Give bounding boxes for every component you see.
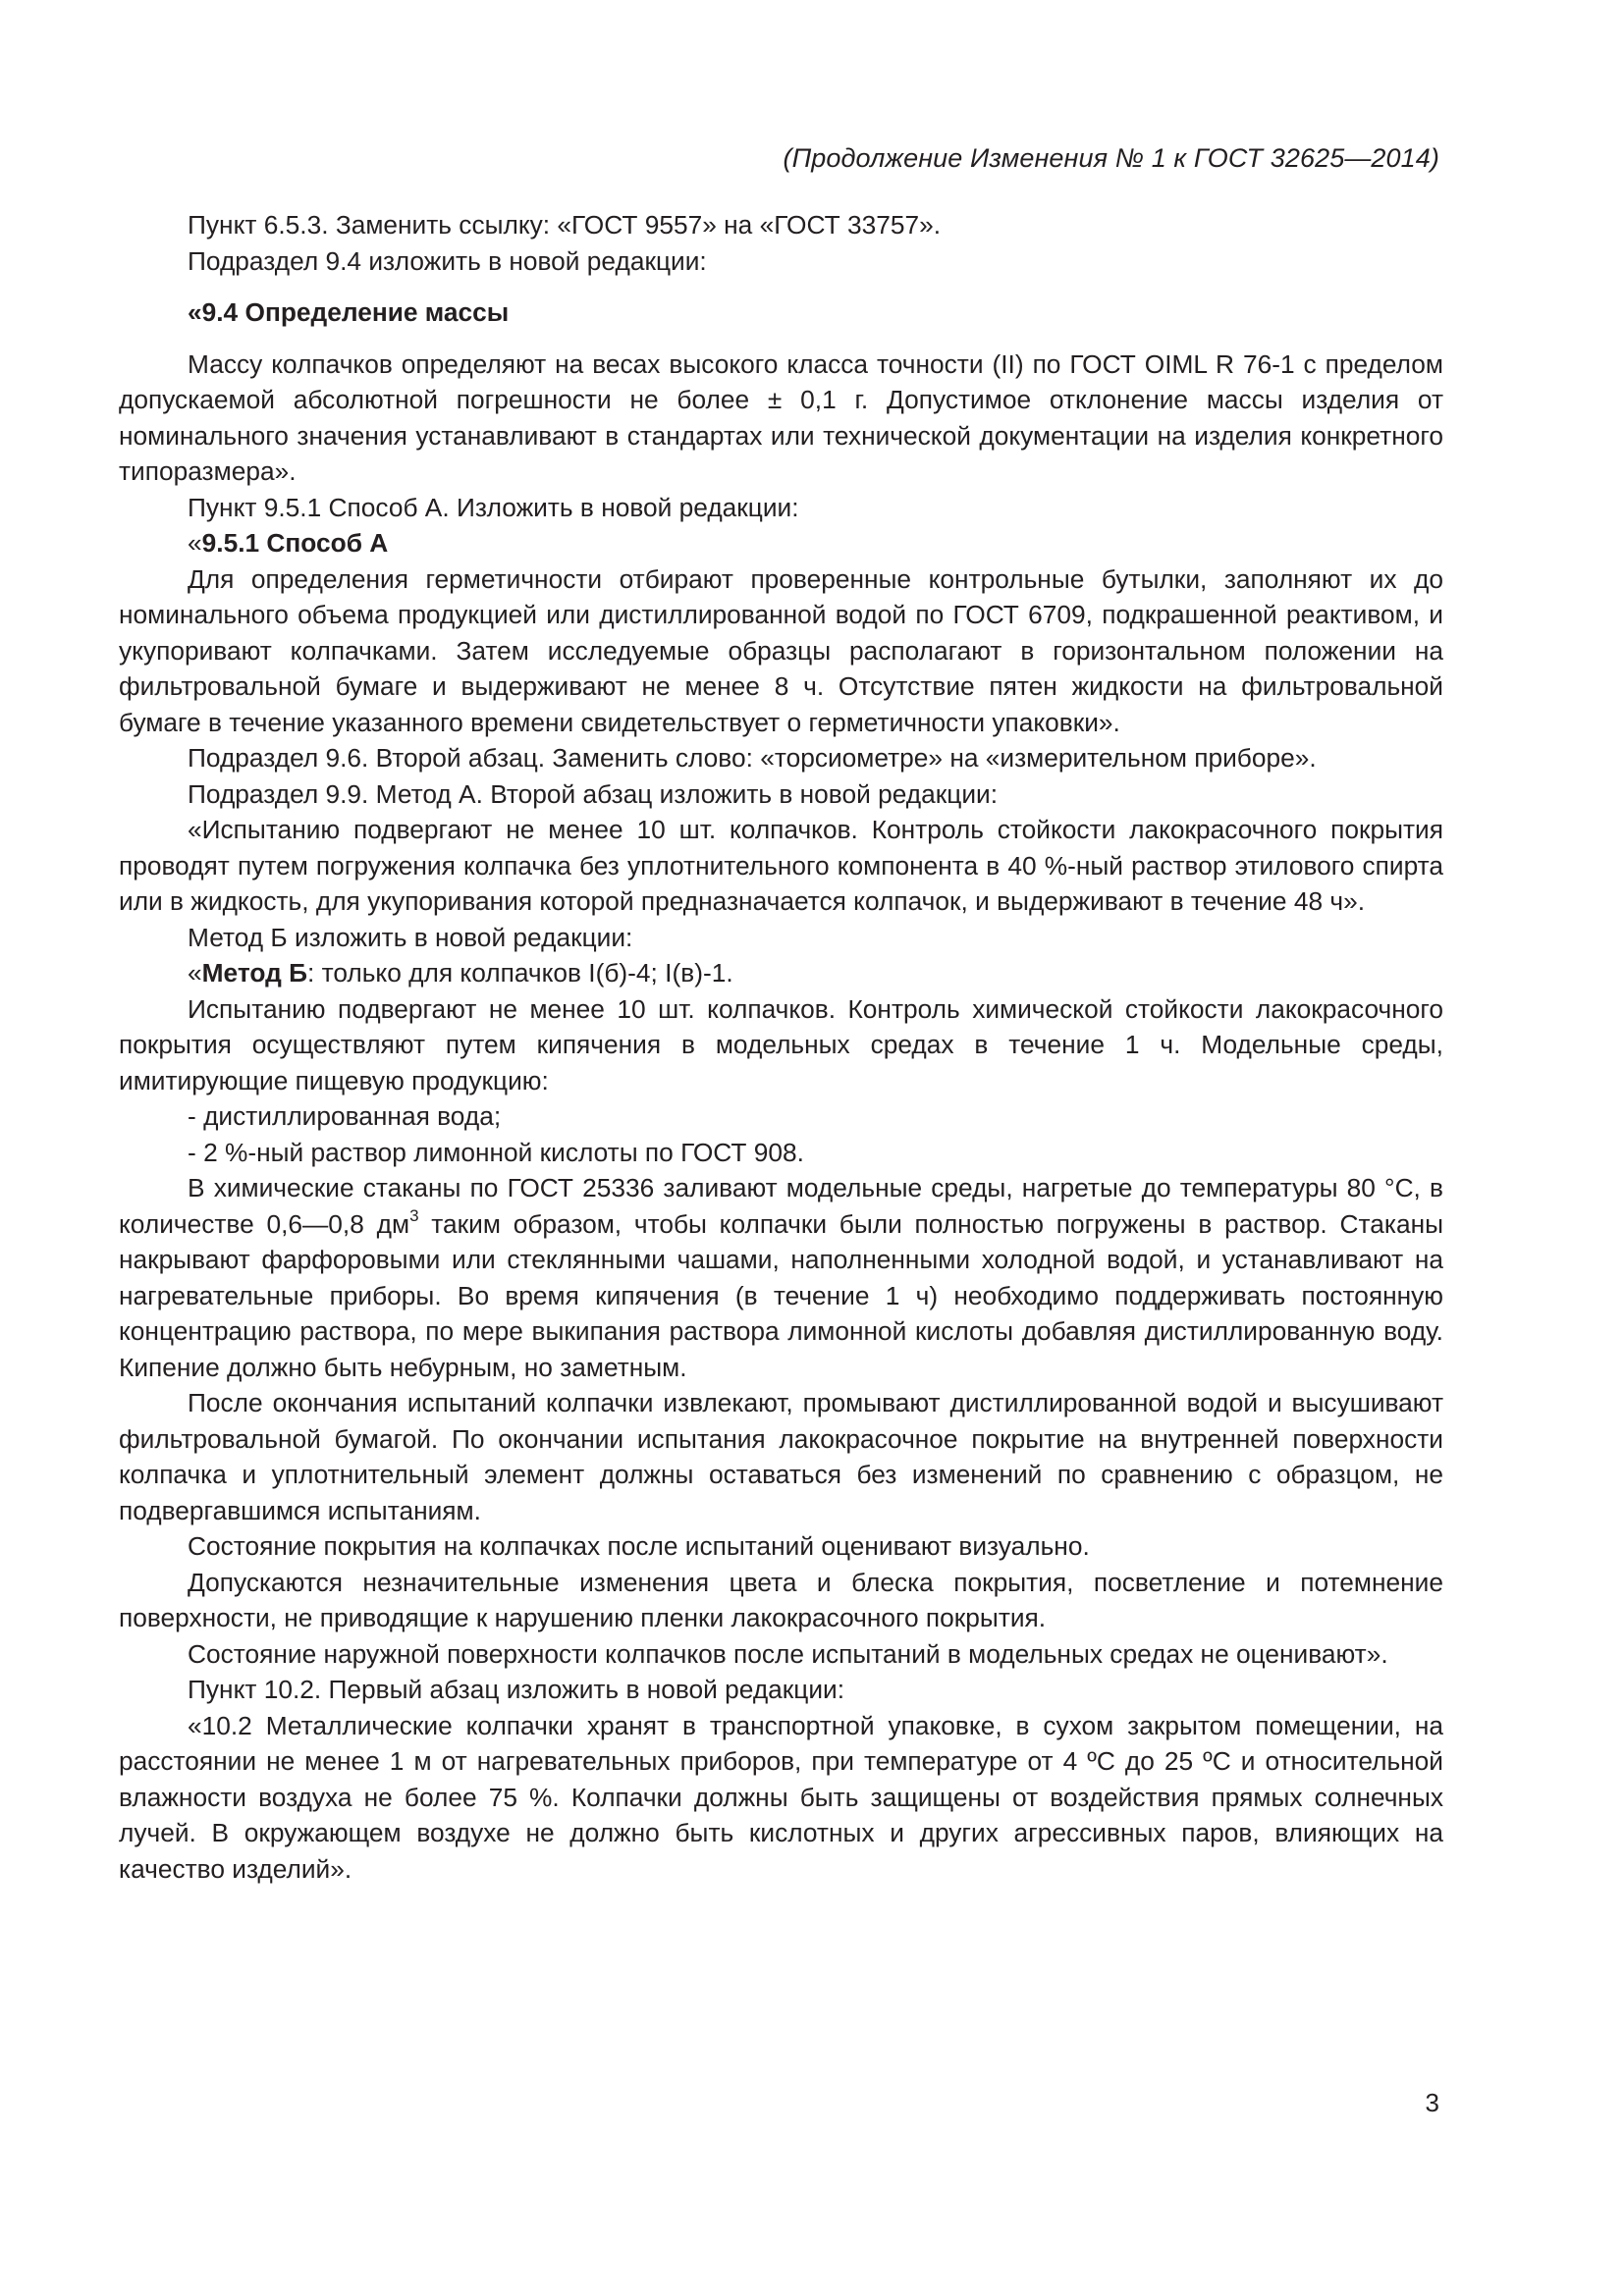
method-scope: : только для колпачков I(б)-4; I(в)-1. xyxy=(306,958,733,988)
method-title: Метод Б xyxy=(201,958,307,988)
superscript: 3 xyxy=(409,1205,419,1225)
paragraph: Пункт 6.5.3. Заменить ссылку: «ГОСТ 9557» на «ГОСТ 33757». xyxy=(188,210,942,240)
text-run: таким образом, чтобы колпачки были полностью погружены в раствор. Стаканы накрывают фарфоровыми или стеклянными чашами, наполненными холодной водой, и устанавливают на нагревательные приборы. Во время кипячения (в течение 1 ч) необходимо поддерживать постоянную концентрацию раствора, по мере выкипания раствора лимонной кислоты добавляя дистиллированную воду. Кипение должно быть небурным, но заметным. xyxy=(119,1208,1443,1382)
subsection-heading-9-5-1 xyxy=(119,525,1443,561)
quote-mark: « xyxy=(188,958,202,988)
quote-mark: « xyxy=(188,528,202,558)
page-number: 3 xyxy=(1425,2088,1439,2117)
section-heading-9-4: «9.4 Определение массы xyxy=(188,297,510,327)
paragraph: Пункт 10.2. Первый абзац изложить в новой редакции: xyxy=(188,1675,845,1704)
document-body xyxy=(119,207,1443,1887)
page-header: (Продолжение Изменения № 1 к ГОСТ 32625—2014) xyxy=(783,143,1439,173)
paragraph: Пункт 9.5.1 Способ А. Изложить в новой редакции: xyxy=(188,492,799,522)
paragraph: После окончания испытаний колпачки извлекают, промывают дистиллированной водой и высушивают фильтровальной бумагой. По окончании испытания лакокрасочное покрытие на внутренней поверхности колпачка и уплотнительный элемент должны оставаться без изменений по сравнению с образцом, не подвергавшимся испытаниям. xyxy=(119,1388,1443,1525)
list-item: - 2 %-ный раствор лимонной кислоты по ГОСТ 908. xyxy=(188,1137,804,1167)
paragraph: «Испытанию подвергают не менее 10 шт. колпачков. Контроль стойкости лакокрасочного покрытия проводят путем погружения колпачка без уплотнительного компонента в 40 %-ный раствор этилового спирта или в жидкость, для укупоривания которой предназначается колпачок, и выдерживают в течение 48 ч». xyxy=(119,815,1443,916)
paragraph: Состояние покрытия на колпачках после испытаний оценивают визуально. xyxy=(188,1531,1090,1561)
paragraph xyxy=(119,1170,1443,1385)
method-b-heading xyxy=(119,955,1443,991)
paragraph: Массу колпачков определяют на весах высокого класса точности (II) по ГОСТ OIML R 76-1 с пределом допускаемой абсолютной погрешности не более ± 0,1 г. Допустимое отклонение массы изделия от номинального значения устанавливают в стандартах или технической документации на изделия конкретного типоразмера». xyxy=(119,348,1443,486)
paragraph: Допускаются незначительные изменения цвета и блеска покрытия, посветление и потемнение поверхности, не приводящие к нарушению пленки лакокрасочного покрытия. xyxy=(119,1567,1443,1632)
text-run: В химические стаканы по ГОСТ 25336 заливают модельные среды, нагретые до температуры 80 °С, в количестве 0,6—0,8 дм xyxy=(119,1173,1443,1239)
paragraph: «10.2 Металлические колпачки хранят в транспортной упаковке, в сухом закрытом помещении, на расстоянии не менее 1 м от нагревательных приборов, при температуре от 4 ºС до 25 ºС и относительной влажности воздуха не более 75 %. Колпачки должны быть защищены от воздействия прямых солнечных лучей. В окружающем воздухе не должно быть кислотных и других агрессивных паров, влияющих на качество изделий». xyxy=(119,1710,1443,1884)
paragraph: Подраздел 9.4 изложить в новой редакции: xyxy=(188,245,707,276)
paragraph: Испытанию подвергают не менее 10 шт. колпачков. Контроль химической стойкости лакокрасочного покрытия осуществляют путем кипячения в модельных средах в течение 1 ч. Модельные среды, имитирующие пищевую продукцию: xyxy=(119,993,1443,1095)
list-item: - дистиллированная вода; xyxy=(188,1101,502,1131)
paragraph: Для определения герметичности отбирают проверенные контрольные бутылки, заполняют их до номинального объема продукцией или дистиллированной водой по ГОСТ 6709, подкрашенной реактивом, и укупоривают колпачками. Затем исследуемые образцы располагают в горизонтальном положении на фильтровальной бумаге и выдерживают не менее 8 ч. Отсутствие пятен жидкости на фильтровальной бумаге в течение указанного времени свидетельствует о герметичности упаковки». xyxy=(119,563,1443,737)
paragraph: Метод Б изложить в новой редакции: xyxy=(188,922,633,952)
paragraph: Подраздел 9.6. Второй абзац. Заменить слово: «торсиометре» на «измерительном приборе». xyxy=(188,743,1317,773)
paragraph: Состояние наружной поверхности колпачков после испытаний в модельных средах не оценивают». xyxy=(188,1638,1388,1669)
paragraph: Подраздел 9.9. Метод А. Второй абзац изложить в новой редакции: xyxy=(188,778,998,809)
subsection-title: 9.5.1 Способ А xyxy=(201,528,389,558)
